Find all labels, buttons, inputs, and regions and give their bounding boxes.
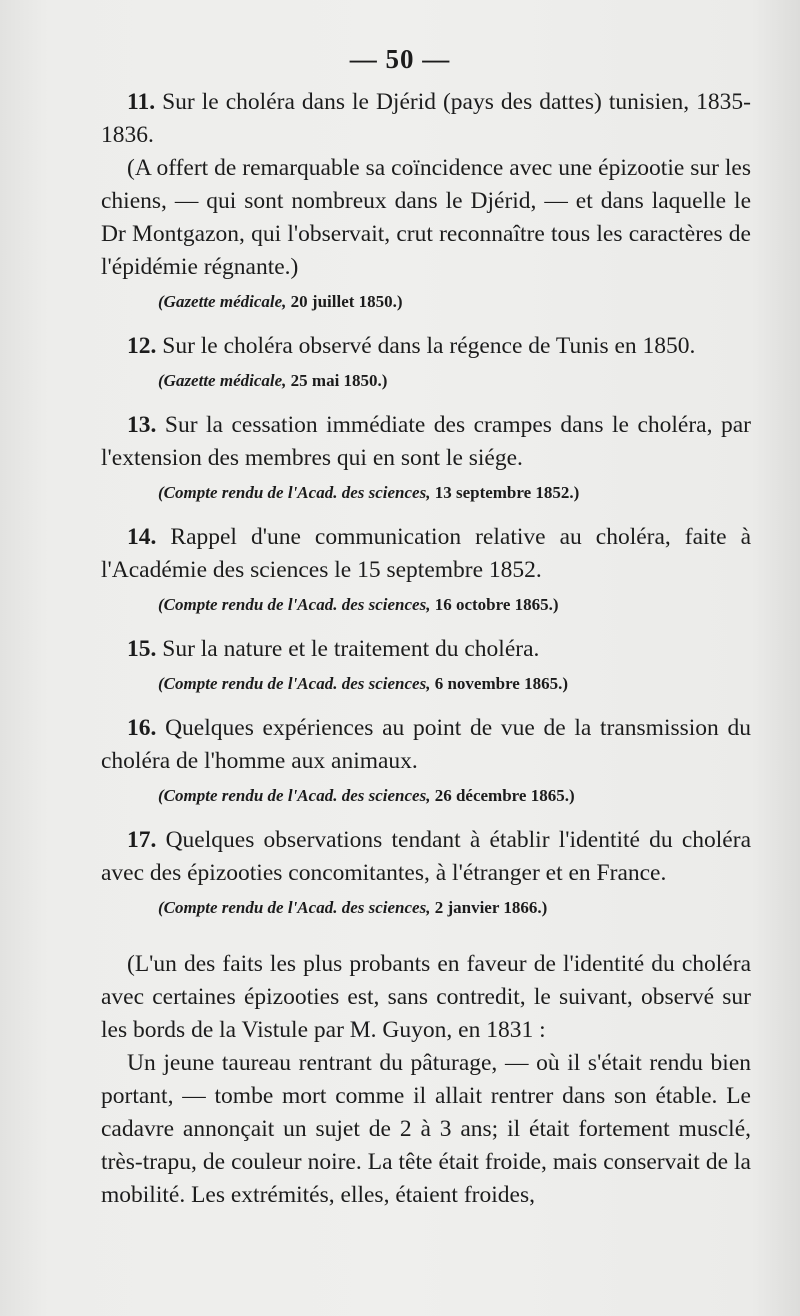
entry-citation: (Compte rendu de l'Acad. des sciences, 26 décembre 1865.) [158, 786, 575, 805]
entry-title: Quelques expériences au point de vue de la transmission du choléra de l'homme aux animaux. [101, 715, 751, 774]
entry-number: 14. [127, 524, 157, 550]
entry-number: 17. [127, 827, 157, 853]
entry-13 [101, 409, 751, 505]
page-number: — 50 — [349, 44, 451, 74]
entry-16 [101, 712, 751, 808]
entry-title: Sur le choléra dans le Djérid (pays des dattes) tunisien, 1835-1836. [101, 89, 751, 148]
entry-12 [101, 330, 751, 393]
entry-14 [101, 521, 751, 617]
entry-number: 16. [127, 715, 157, 741]
entry-title: Quelques observations tendant à établir l'identité du choléra avec des épizooties concomitantes, à l'étranger et en France. [101, 827, 751, 886]
entry-number: 11. [127, 89, 156, 115]
closing-paragraph-intro: (L'un des faits les plus probants en faveur de l'identité du choléra avec certaines épizooties est, sans contredit, le suivant, observé sur les bords de la Vistule par M. Guyon, en 1831 : [101, 951, 751, 1043]
entry-citation: (Gazette médicale, 20 juillet 1850.) [158, 292, 403, 311]
entry-number: 15. [127, 636, 157, 662]
entry-15 [101, 633, 751, 696]
entry-title: Rappel d'une communication relative au choléra, faite à l'Académie des sciences le 15 septembre 1852. [101, 524, 751, 583]
page-body [101, 86, 751, 1212]
closing-paragraph-body: Un jeune taureau rentrant du pâturage, — où il s'était rendu bien portant, — tombe mort comme il allait rentrer dans son étable. Le cadavre annonçait un sujet de 2 à 3 ans; il était fortement musclé, très-trapu, de couleur noire. La tête était froide, mais conservait de la mobilité. Les extrémités, elles, étaient froides, [101, 1050, 751, 1208]
entry-citation: (Compte rendu de l'Acad. des sciences, 6 novembre 1865.) [158, 674, 569, 693]
entry-11 [101, 86, 751, 314]
entry-number: 12. [127, 333, 157, 359]
entry-citation: (Compte rendu de l'Acad. des sciences, 2 janvier 1866.) [158, 898, 548, 917]
entry-title: Sur le choléra observé dans la régence de Tunis en 1850. [162, 333, 696, 359]
entry-citation: (Compte rendu de l'Acad. des sciences, 16 octobre 1865.) [158, 595, 559, 614]
entry-title: Sur la nature et le traitement du choléra. [162, 636, 540, 662]
entry-title: Sur la cessation immédiate des crampes dans le choléra, par l'extension des membres qui en sont le siége. [101, 412, 751, 471]
entry-citation: (Gazette médicale, 25 mai 1850.) [158, 371, 388, 390]
entry-note: (A offert de remarquable sa coïncidence avec une épizootie sur les chiens, — qui sont nombreux dans le Djérid, — et dans laquelle le Dr Montgazon, qui l'observait, crut reconnaître tous les caractères de l'épidémie régnante.) [101, 155, 751, 280]
entry-17 [101, 824, 751, 920]
entry-number: 13. [127, 412, 157, 438]
entry-citation: (Compte rendu de l'Acad. des sciences, 13 septembre 1852.) [158, 483, 580, 502]
